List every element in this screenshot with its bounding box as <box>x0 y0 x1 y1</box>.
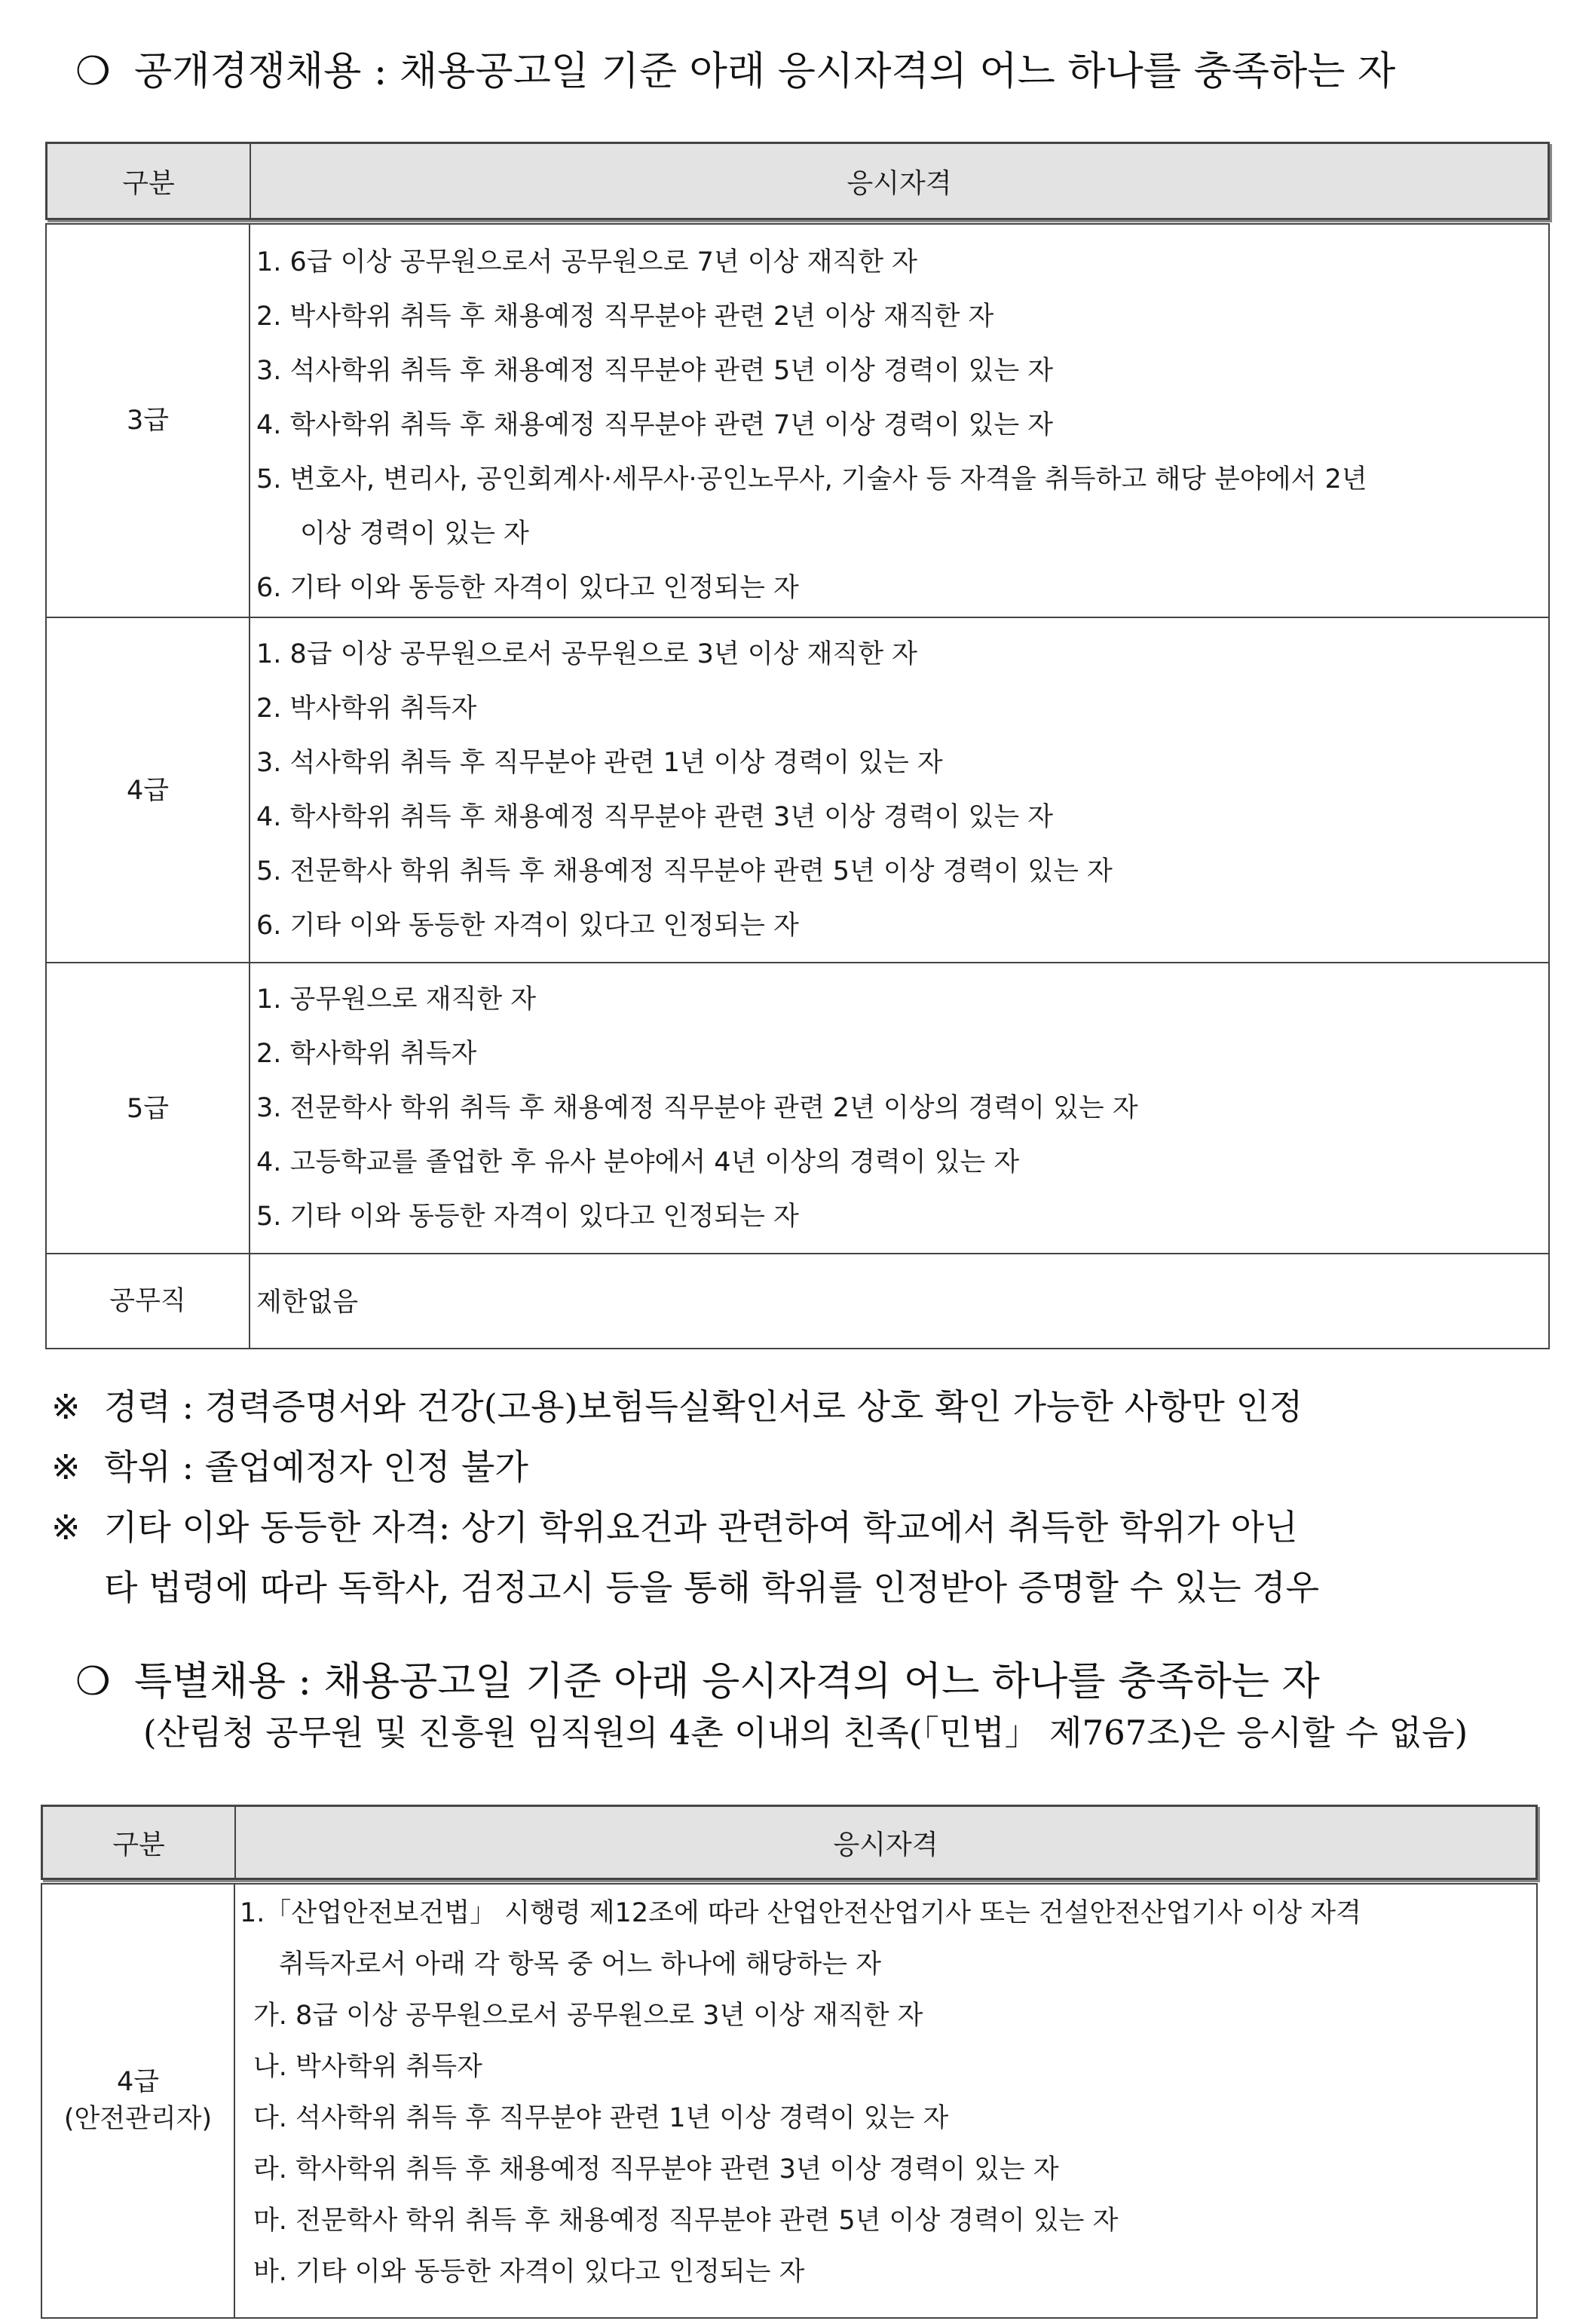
list-item: 나. 박사학위 취득자 <box>253 2052 482 2082</box>
list-item: 5. 전문학사 학위 취득 후 채용예정 직무분야 관련 5년 이상 경력이 있는 자 <box>256 856 1113 886</box>
list-item: 1. 공무원으로 재직한 자 <box>256 984 537 1015</box>
circle-bullet-icon: ❍ <box>75 49 111 94</box>
list-item: 마. 전문학사 학위 취득 후 채용예정 직무분야 관련 5년 이상 경력이 있는 자 <box>253 2206 1119 2236</box>
section2-table-header <box>41 1805 1538 1880</box>
table-row-safety-manager <box>42 1885 1536 2317</box>
note-career: ※ 경력 : 경력증명서와 건강(고용)보험득실확인서로 상호 확인 가능한 사항만 인정 <box>51 1386 1303 1427</box>
list-item: 2. 학사학위 취득자 <box>256 1039 477 1069</box>
header-category: 구분 <box>112 1829 165 1860</box>
note-equivalent: ※ 기타 이와 동등한 자격: 상기 학위요건과 관련하여 학교에서 취득한 학위가 아닌 <box>51 1507 1298 1548</box>
list-item: 바. 기타 이와 동등한 자격이 있다고 인정되는 자 <box>253 2257 805 2287</box>
list-item: 이상 경력이 있는 자 <box>300 519 529 549</box>
list-item: 1.「산업안전보건법」 시행령 제12조에 따라 산업안전산업기사 또는 건설안전산업기사 이상 자격 <box>240 1898 1361 1928</box>
section2-table <box>41 1883 1538 2319</box>
category-cell: 3급 <box>47 225 250 617</box>
section2-title: 특별채용 : 채용공고일 기준 아래 응시자격의 어느 하나를 충족하는 자 <box>134 1659 1320 1704</box>
section2-heading <box>75 1649 1320 1706</box>
section1-title: 공개경쟁채용 : 채용공고일 기준 아래 응시자격의 어느 하나를 충족하는 자 <box>134 49 1396 94</box>
list-item: 5. 변호사, 변리사, 공인회계사·세무사·공인노무사, 기술사 등 자격을 취득하고 해당 분야에서 2년 <box>256 464 1367 495</box>
circle-bullet-icon: ❍ <box>75 1659 111 1704</box>
category-cell: 공무직 <box>47 1254 250 1348</box>
header-category: 구분 <box>122 167 175 199</box>
list-item: 6. 기타 이와 동등한 자격이 있다고 인정되는 자 <box>256 911 799 941</box>
list-item: 2. 박사학위 취득 후 채용예정 직무분야 관련 2년 이상 재직한 자 <box>256 302 994 332</box>
list-item: 1. 6급 이상 공무원으로서 공무원으로 7년 이상 재직한 자 <box>256 247 917 277</box>
section1-heading <box>75 39 1395 96</box>
list-item: 4. 고등학교를 졸업한 후 유사 분야에서 4년 이상의 경력이 있는 자 <box>256 1147 1020 1177</box>
list-item: 5. 기타 이와 동등한 자격이 있다고 인정되는 자 <box>256 1202 799 1232</box>
list-item: 라. 학사학위 취득 후 채용예정 직무분야 관련 3년 이상 경력이 있는 자 <box>253 2154 1059 2185</box>
note-degree: ※ 학위 : 졸업예정자 인정 불가 <box>51 1447 528 1487</box>
header-qualification: 응시자격 <box>847 167 952 199</box>
reference-mark-icon: ※ <box>51 1507 81 1548</box>
header-qualification: 응시자격 <box>833 1829 938 1860</box>
category-cell <box>42 1885 235 2317</box>
list-item: 가. 8급 이상 공무원으로서 공무원으로 3년 이상 재직한 자 <box>253 2001 923 2031</box>
list-item: 3. 석사학위 취득 후 직무분야 관련 1년 이상 경력이 있는 자 <box>256 748 943 778</box>
list-item: 1. 8급 이상 공무원으로서 공무원으로 3년 이상 재직한 자 <box>256 639 917 669</box>
list-item: 4. 학사학위 취득 후 채용예정 직무분야 관련 7년 이상 경력이 있는 자 <box>256 410 1054 440</box>
category-role: (안전관리자) <box>63 2104 213 2134</box>
section2-subnote: (산림청 공무원 및 진흥원 임직원의 4촌 이내의 친족(「민법」 제767조)은 응시할 수 없음) <box>143 1713 1468 1753</box>
table-row-grade3 <box>47 225 1548 617</box>
list-item: 3. 석사학위 취득 후 채용예정 직무분야 관련 5년 이상 경력이 있는 자 <box>256 356 1054 386</box>
table-row-grade4 <box>47 617 1548 963</box>
section1-table <box>45 223 1550 1349</box>
reference-mark-icon: ※ <box>51 1386 81 1427</box>
note-equivalent-continued: 타 법령에 따라 독학사, 검정고시 등을 통해 학위를 인정받아 증명할 수 있는 경우 <box>104 1567 1320 1608</box>
list-item: 2. 박사학위 취득자 <box>256 694 477 724</box>
list-item: 4. 학사학위 취득 후 채용예정 직무분야 관련 3년 이상 경력이 있는 자 <box>256 802 1054 832</box>
category-grade: 4급 <box>116 2067 160 2097</box>
section1-table-header <box>45 142 1550 220</box>
list-item: 취득자로서 아래 각 항목 중 어느 하나에 해당하는 자 <box>279 1949 882 1980</box>
list-item: 6. 기타 이와 동등한 자격이 있다고 인정되는 자 <box>256 573 799 603</box>
category-cell: 5급 <box>47 963 250 1254</box>
category-cell: 4급 <box>47 618 250 963</box>
list-item: 3. 전문학사 학위 취득 후 채용예정 직무분야 관련 2년 이상의 경력이 있는 자 <box>256 1093 1138 1123</box>
list-item: 제한없음 <box>256 1288 359 1318</box>
table-row-public-service <box>47 1253 1548 1348</box>
reference-mark-icon: ※ <box>51 1447 81 1487</box>
list-item: 다. 석사학위 취득 후 직무분야 관련 1년 이상 경력이 있는 자 <box>253 2103 949 2133</box>
table-row-grade5 <box>47 962 1548 1254</box>
